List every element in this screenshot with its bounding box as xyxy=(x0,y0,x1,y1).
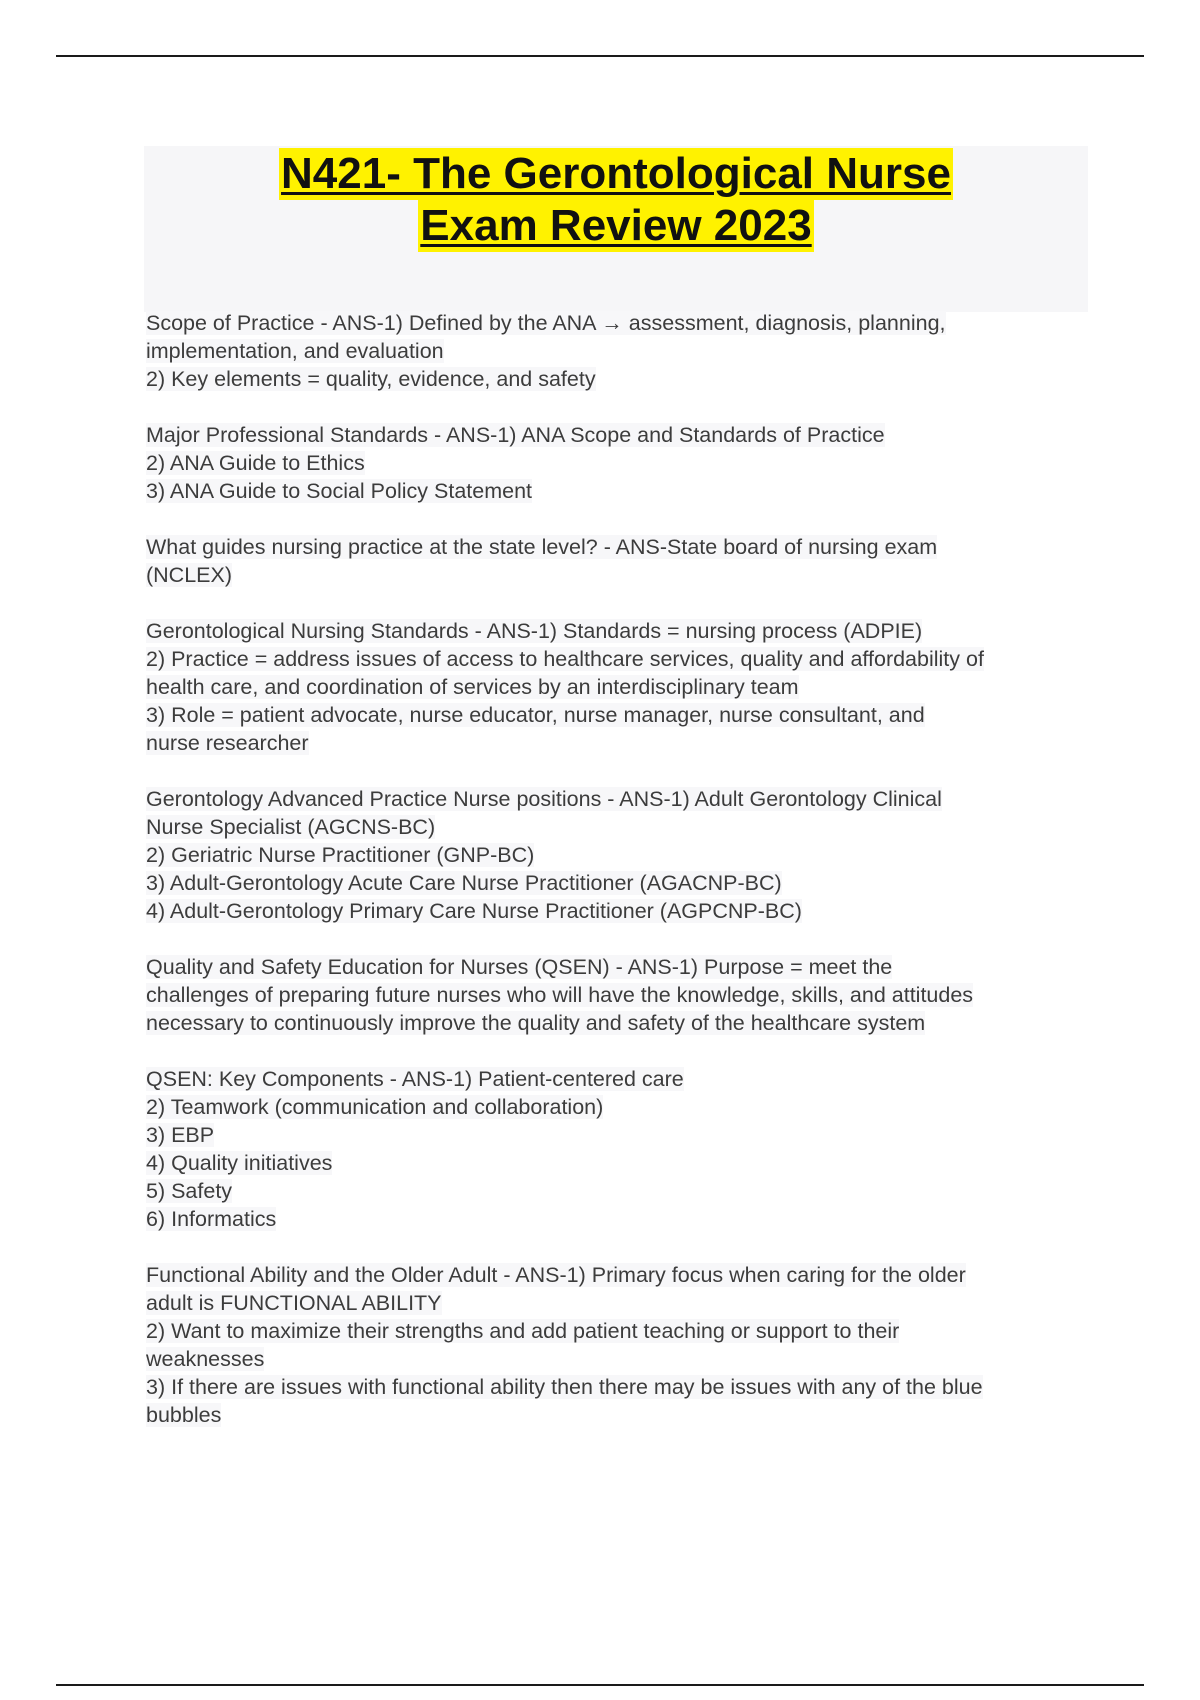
qa-line-text: Major Professional Standards - ANS-1) ANA Scope and Standards of Practice xyxy=(146,423,885,447)
qa-entry xyxy=(146,421,1096,505)
qa-line xyxy=(146,1093,1096,1121)
qa-line-text: necessary to continuously improve the quality and safety of the healthcare system xyxy=(146,1011,926,1035)
qa-line-text: (NCLEX) xyxy=(146,563,233,587)
qa-line xyxy=(146,1149,1096,1177)
qa-line xyxy=(146,1121,1096,1149)
qa-line-text: 3) Role = patient advocate, nurse educator, nurse manager, nurse consultant, and xyxy=(146,703,925,727)
qa-line-text: Functional Ability and the Older Adult - ANS-1) Primary focus when caring for the older xyxy=(146,1263,966,1287)
title-line-1: N421- The Gerontological Nurse xyxy=(281,149,951,198)
qa-line-text: 2) ANA Guide to Ethics xyxy=(146,451,365,475)
qa-line xyxy=(146,1345,1096,1373)
qa-line xyxy=(146,365,1096,393)
qa-line xyxy=(146,1373,1096,1401)
qa-line-text: 2) Geriatric Nurse Practitioner (GNP-BC) xyxy=(146,843,535,867)
qa-line xyxy=(146,729,1096,757)
qa-line-text: bubbles xyxy=(146,1403,222,1427)
qa-line xyxy=(146,309,1096,337)
qa-entry xyxy=(146,1065,1096,1233)
title-block xyxy=(144,146,1088,312)
qa-line xyxy=(146,645,1096,673)
qa-line xyxy=(146,701,1096,729)
qa-line-text: implementation, and evaluation xyxy=(146,339,444,363)
qa-line-text: 4) Adult-Gerontology Primary Care Nurse Practitioner (AGPCNP-BC) xyxy=(146,899,802,923)
qa-line xyxy=(146,673,1096,701)
qa-line-text: weaknesses xyxy=(146,1347,265,1371)
qa-line xyxy=(146,1401,1096,1429)
qa-line-text: Gerontology Advanced Practice Nurse positions - ANS-1) Adult Gerontology Clinical xyxy=(146,787,942,811)
qa-line-text: 4) Quality initiatives xyxy=(146,1151,333,1175)
qa-line-text: 3) Adult-Gerontology Acute Care Nurse Practitioner (AGACNP-BC) xyxy=(146,871,782,895)
qa-line-text: 3) If there are issues with functional ability then there may be issues with any of the blue xyxy=(146,1375,983,1399)
title-line-2: Exam Review 2023 xyxy=(420,201,812,250)
qa-line xyxy=(146,1261,1096,1289)
qa-line-text: 2) Teamwork (communication and collaboration) xyxy=(146,1095,604,1119)
qa-line xyxy=(146,869,1096,897)
qa-line xyxy=(146,533,1096,561)
qa-line-text: nurse researcher xyxy=(146,731,309,755)
qa-entry xyxy=(146,309,1096,393)
qa-line xyxy=(146,897,1096,925)
qa-line xyxy=(146,953,1096,981)
qa-line-text: 5) Safety xyxy=(146,1179,233,1203)
page-top-rule xyxy=(56,55,1144,57)
qa-line xyxy=(146,1317,1096,1345)
qa-entry xyxy=(146,785,1096,925)
qa-line xyxy=(146,1289,1096,1317)
qa-entry xyxy=(146,1261,1096,1429)
qa-line-text: 3) EBP xyxy=(146,1123,215,1147)
qa-line xyxy=(146,421,1096,449)
qa-line-text: 6) Informatics xyxy=(146,1207,277,1231)
qa-line xyxy=(146,981,1096,1009)
qa-line xyxy=(146,1065,1096,1093)
qa-line-text: Nurse Specialist (AGCNS-BC) xyxy=(146,815,436,839)
qa-entry xyxy=(146,953,1096,1037)
qa-line xyxy=(146,617,1096,645)
qa-entry xyxy=(146,533,1096,589)
qa-line xyxy=(146,841,1096,869)
qa-line-text: 2) Practice = address issues of access to healthcare services, quality and affordability of xyxy=(146,647,984,671)
qa-line-text: 3) ANA Guide to Social Policy Statement xyxy=(146,479,533,503)
qa-line xyxy=(146,785,1096,813)
qa-line-text: What guides nursing practice at the state level? - ANS-State board of nursing exam xyxy=(146,535,938,559)
qa-line xyxy=(146,813,1096,841)
qa-line xyxy=(146,1177,1096,1205)
qa-line-text: 2) Want to maximize their strengths and add patient teaching or support to their xyxy=(146,1319,900,1343)
qa-line-text: 2) Key elements = quality, evidence, and safety xyxy=(146,367,596,391)
qa-line-text: QSEN: Key Components - ANS-1) Patient-centered care xyxy=(146,1067,684,1091)
qa-line-text: challenges of preparing future nurses who will have the knowledge, skills, and attitudes xyxy=(146,983,974,1007)
page-title xyxy=(144,146,1088,252)
qa-line xyxy=(146,477,1096,505)
qa-line xyxy=(146,1009,1096,1037)
qa-line-text: adult is FUNCTIONAL ABILITY xyxy=(146,1291,442,1315)
qa-line xyxy=(146,1205,1096,1233)
qa-line xyxy=(146,449,1096,477)
qa-line xyxy=(146,337,1096,365)
qa-line xyxy=(146,561,1096,589)
qa-content xyxy=(146,309,1096,1457)
qa-entry xyxy=(146,617,1096,757)
qa-line-text: Gerontological Nursing Standards - ANS-1) Standards = nursing process (ADPIE) xyxy=(146,619,923,643)
qa-line-text: Scope of Practice - ANS-1) Defined by the ANA → assessment, diagnosis, planning, xyxy=(146,311,946,335)
qa-line-text: Quality and Safety Education for Nurses (QSEN) - ANS-1) Purpose = meet the xyxy=(146,955,893,979)
page-bottom-rule xyxy=(56,1684,1144,1686)
qa-line-text: health care, and coordination of services by an interdisciplinary team xyxy=(146,675,799,699)
